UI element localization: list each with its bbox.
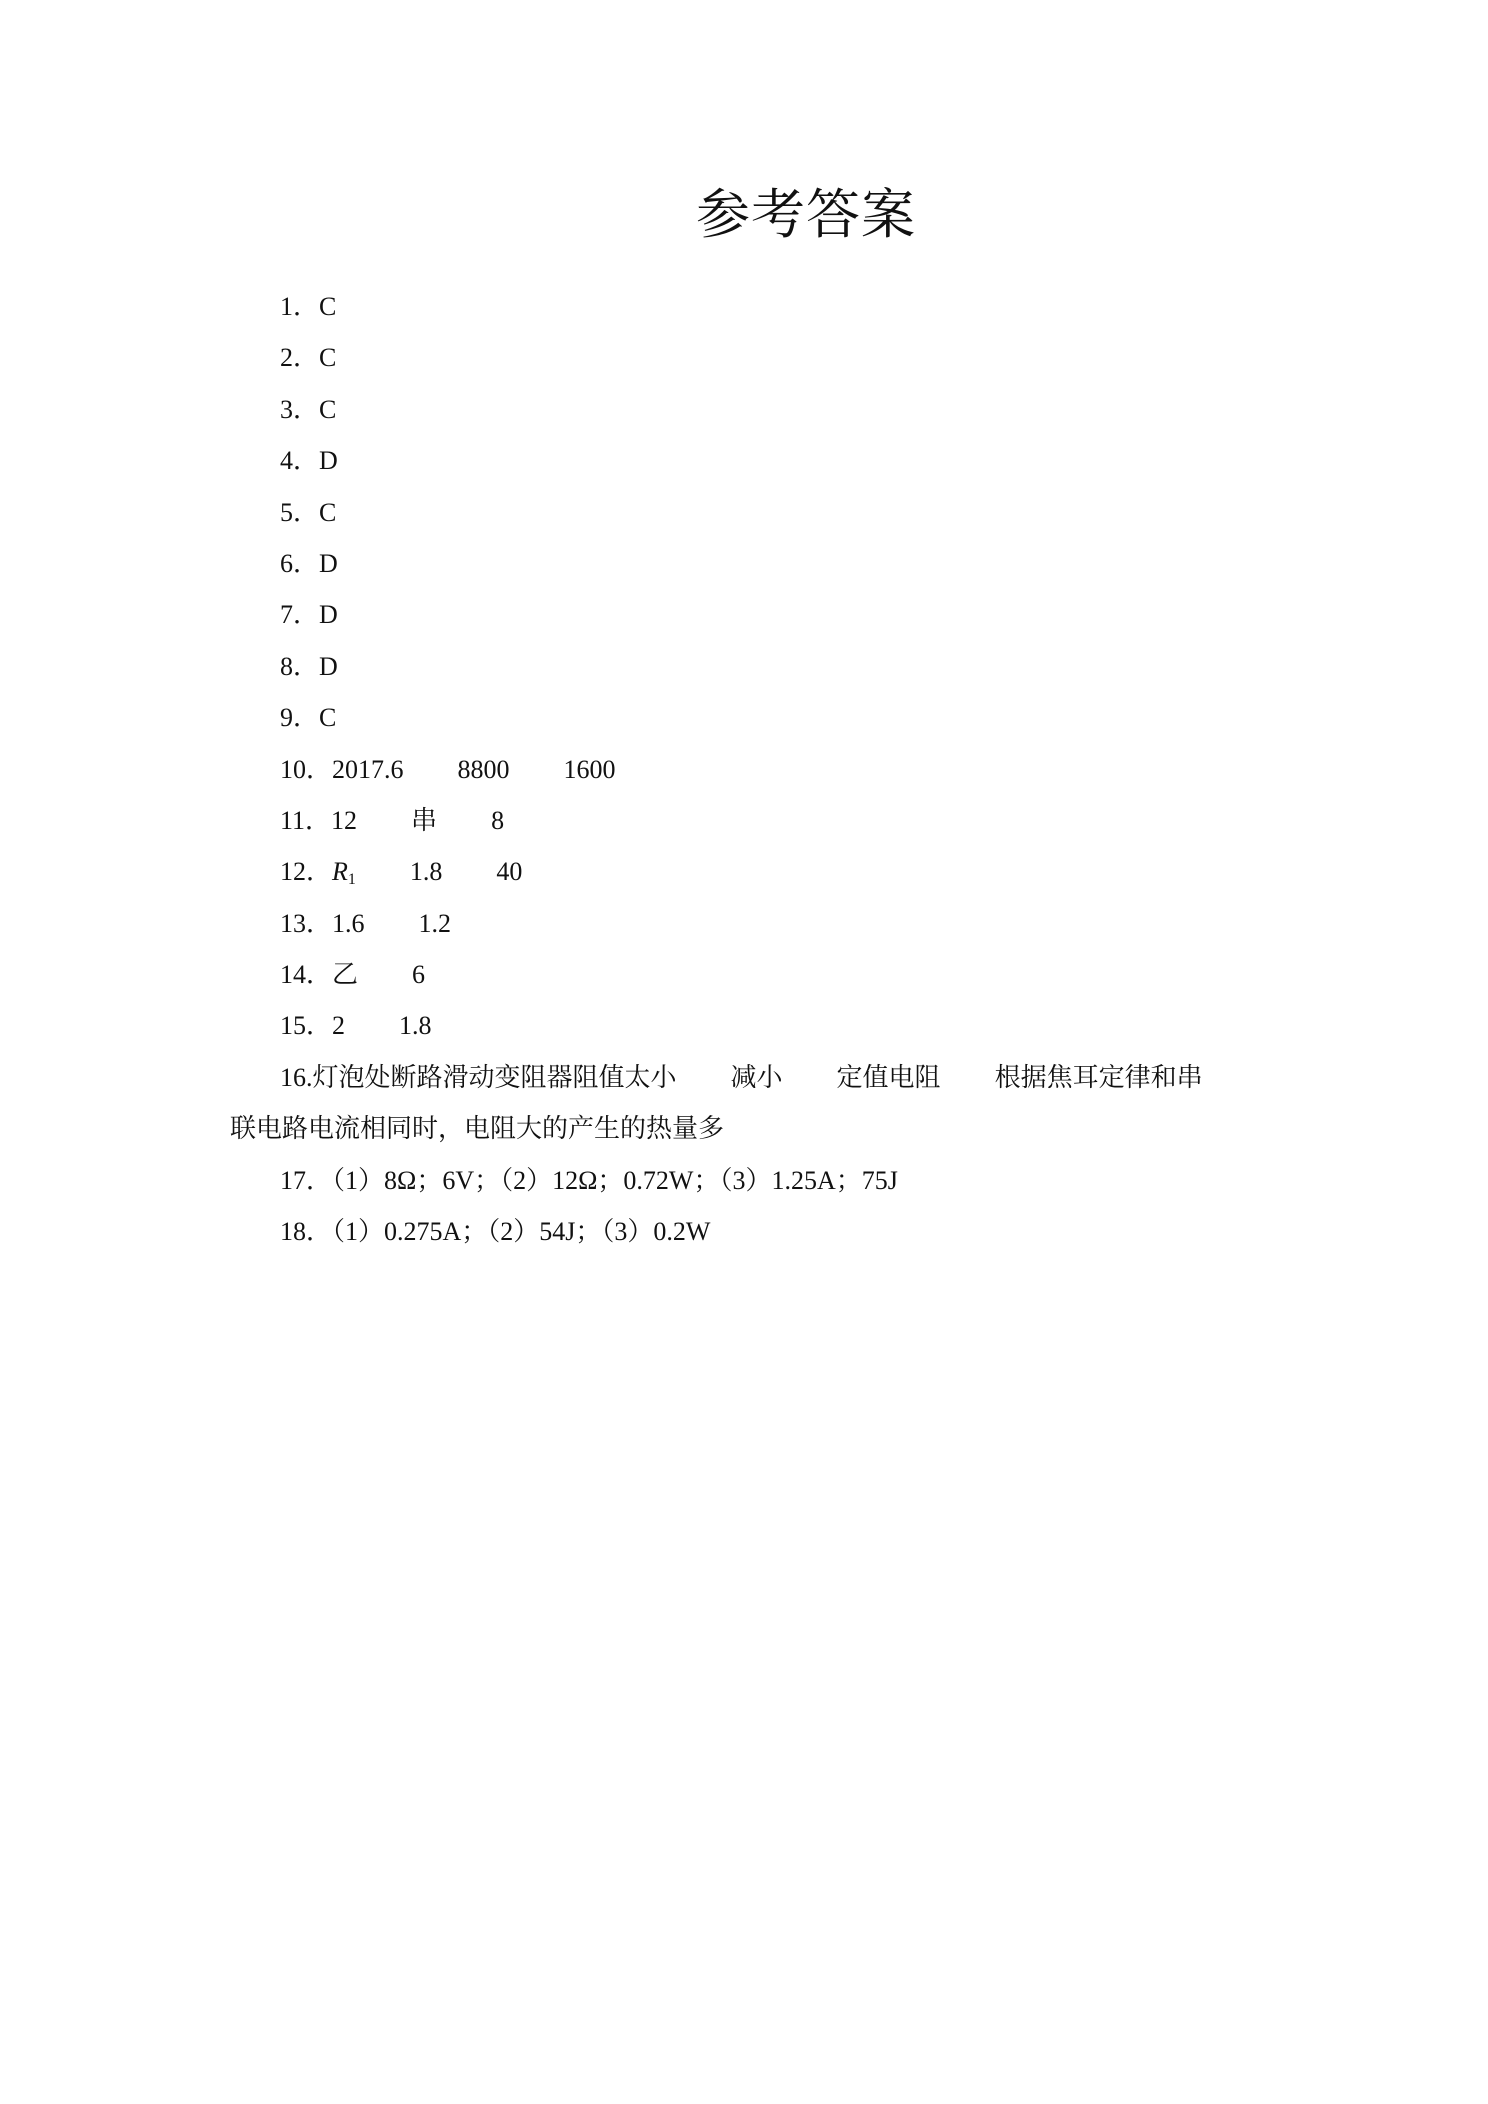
answer-row-12	[230, 846, 1290, 897]
answer-number: 7．	[280, 600, 320, 630]
answer-value: D	[319, 446, 338, 476]
answer-value: 乙	[332, 960, 359, 990]
answer-value: C	[319, 292, 337, 321]
answer-row-11	[230, 795, 1290, 846]
answer-value: C	[319, 703, 337, 733]
resistor-symbol	[332, 857, 356, 889]
answer-number: 9．	[280, 703, 320, 733]
answer-row-15	[230, 1000, 1290, 1051]
answer-value: D	[319, 651, 338, 681]
answer-row-18	[230, 1206, 1290, 1257]
answer-row-16-continuation	[230, 1103, 1290, 1154]
answer-number: 10．	[280, 754, 333, 784]
answer-text: （1）0.275A；（2）54J；（3）0.2W	[332, 1217, 711, 1247]
answer-number: 15．	[280, 1011, 333, 1041]
answer-row-16	[230, 1052, 1290, 1103]
answer-row-7	[230, 589, 1290, 640]
answer-value: 6	[412, 960, 426, 990]
answer-number: 4．	[280, 446, 320, 476]
answer-value: 1.2	[418, 908, 452, 938]
answer-value: 2017.6	[332, 754, 404, 784]
answer-value: 定值电阻	[836, 1062, 941, 1092]
answer-value: 灯泡处断路	[312, 1062, 443, 1092]
answer-value: 8	[491, 805, 505, 835]
answer-number: 11．	[280, 805, 332, 835]
answer-row-3	[230, 384, 1290, 435]
answer-row-10	[230, 744, 1290, 795]
answer-number: 14．	[280, 960, 333, 990]
answer-value: 减小	[730, 1062, 783, 1092]
answer-row-6	[230, 538, 1290, 589]
answer-list	[230, 281, 1290, 1257]
answer-value: 串	[411, 805, 438, 835]
answer-number: 16.	[280, 1062, 313, 1092]
answer-number: 17．	[280, 1165, 333, 1195]
answer-value: C	[319, 343, 337, 373]
answer-value: 1.8	[409, 857, 443, 887]
symbol-letter: R	[332, 857, 348, 887]
answer-value: 根据焦耳定律和串	[994, 1062, 1203, 1092]
answer-value: 2	[332, 1011, 346, 1041]
answer-row-17	[230, 1155, 1290, 1206]
answer-row-13	[230, 898, 1290, 949]
answer-value: C	[319, 497, 337, 527]
answer-row-9	[230, 692, 1290, 743]
answer-number: 8．	[280, 651, 320, 681]
answer-text: （1）8Ω；6V；（2）12Ω；0.72W；（3）1.25A；75J	[332, 1165, 898, 1195]
answer-row-14	[230, 949, 1290, 1000]
answer-value: 40	[496, 857, 523, 887]
answer-number: 6．	[280, 548, 320, 578]
answer-number: 1．	[280, 292, 320, 321]
answer-value: 8800	[457, 754, 510, 784]
answer-value-continuation: 联电路电流相同时，电阻大的产生的热量多	[230, 1114, 725, 1144]
answer-value: 滑动变阻器阻值太小	[442, 1062, 677, 1092]
symbol-subscript: 1	[347, 871, 356, 889]
answer-value: D	[319, 600, 338, 630]
answer-row-4	[230, 435, 1290, 486]
answer-row-8	[230, 641, 1290, 692]
answer-row-1	[230, 281, 1290, 332]
answer-number: 5．	[280, 497, 320, 527]
answer-row-5	[230, 487, 1290, 538]
answer-row-2	[230, 332, 1290, 383]
answer-value: D	[319, 548, 338, 578]
answer-number: 18．	[280, 1217, 333, 1247]
answer-value: 1.8	[399, 1011, 432, 1041]
answer-value: 12	[331, 805, 358, 835]
answer-number: 2．	[280, 343, 320, 373]
answer-number: 13．	[280, 908, 333, 938]
answer-value: C	[319, 394, 337, 424]
answer-number: 3．	[280, 394, 320, 424]
answer-value: 1600	[563, 754, 616, 784]
answer-value: 1.6	[332, 908, 365, 938]
page-title: 参考答案	[696, 183, 916, 246]
answer-number: 12．	[280, 857, 333, 887]
